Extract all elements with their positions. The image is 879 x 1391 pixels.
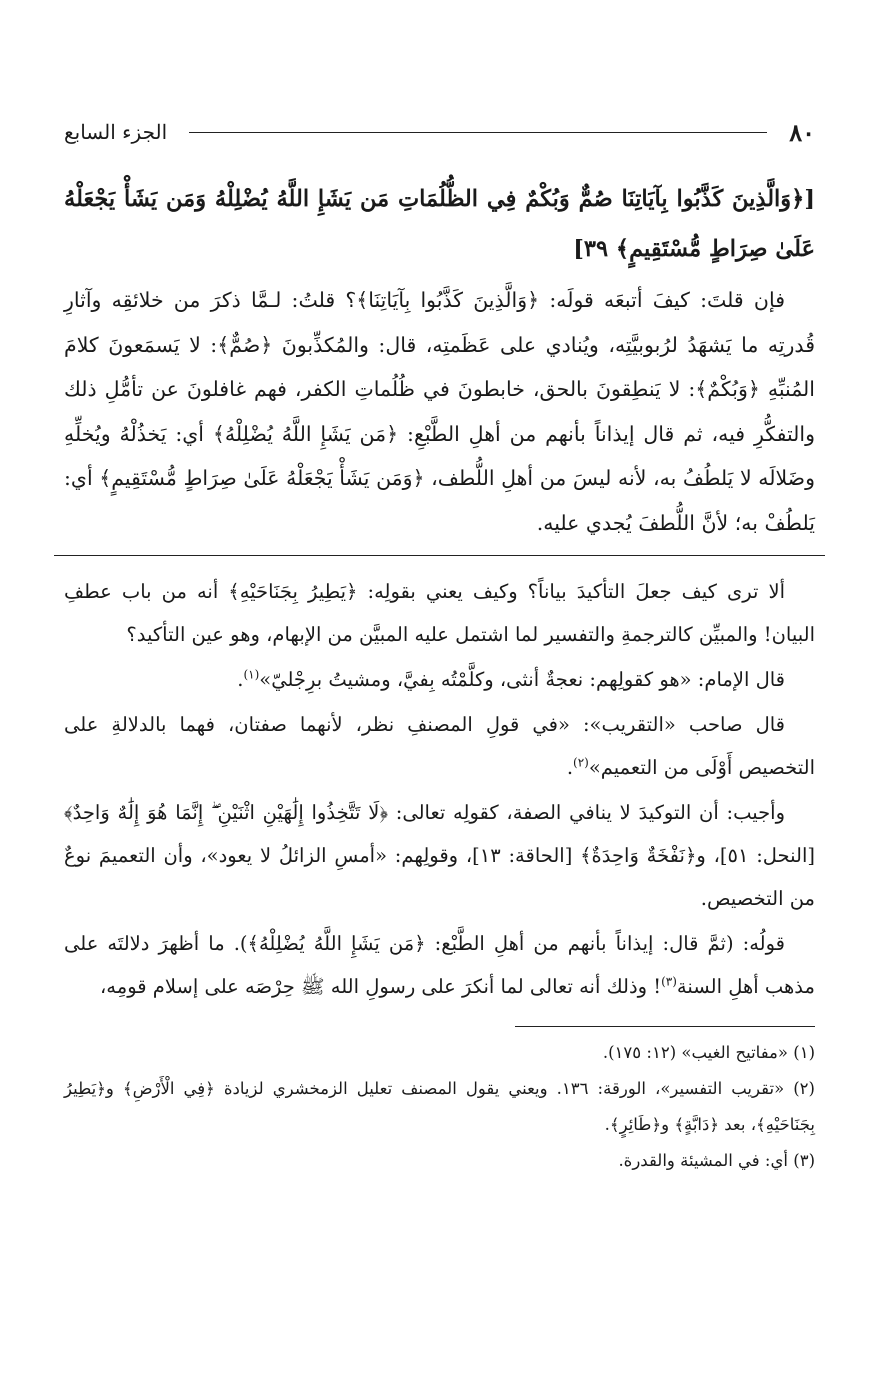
- footnote-ref[interactable]: (٢): [573, 755, 589, 770]
- footnote-item: [64, 1071, 815, 1143]
- quran-verse: [﴿وَالَّذِينَ كَذَّبُوا بِآيَاتِنَا صُمٌّ وَبُكْمٌ فِي الظُّلُمَاتِ مَن يَشَإِ اللَّهُ يُضْلِلْهُ وَمَن يَشَأْ يَجْعَلْهُ عَلَىٰ صِرَاطٍ مُّسْتَقِيمٍ﴾ ٣٩]: [64, 186, 815, 262]
- footnote-marker: (١): [793, 1043, 815, 1062]
- book-page: [64, 112, 815, 1351]
- commentary-paragraph: فإن قلتَ: كيفَ أتبعَه قولَه: ﴿وَالَّذِينَ كَذَّبُوا بِآيَاتِنَا﴾؟ قلتُ: لـمَّا ذكرَ من خلائقِه وآثارِ قُدرتِه ما يَشهَدُ لرُبوبيَّتِه، ويُنادي على عَظَمتِه، قال: والمُكذِّبونَ ﴿صُمٌّ﴾: لا يَسمَعونَ كلامَ المُنبِّهِ ﴿وَبُكْمٌ﴾: لا يَنطِقونَ بالحق، خابطونَ في ظُلُماتِ الكفر، فهم غافلونَ عن تأمُّلِ ذلك والتفكُّرِ فيه، ثم قال إيذاناً بأنهم من أهلِ الطَّبْعِ: ﴿مَن يَشَإِ اللَّهُ يُضْلِلْهُ﴾ أي: يَخذُلْهُ ويُخلِّهِ وضَلالَه لا يَلطُفُ به، لأنه ليسَ من أهلِ اللُّطف، ﴿وَمَن يَشَأْ يَجْعَلْهُ عَلَىٰ صِرَاطٍ مُّسْتَقِيمٍ﴾ أي: يَلطُفْ به؛ لأنَّ اللُّطفَ يُجدي عليه.: [64, 288, 815, 535]
- footnote-text: «مفاتيح الغيب» (١٢: ١٧٥).: [602, 1043, 788, 1062]
- page-number: ٨٠: [789, 117, 815, 147]
- annotation-text-span: وأجيب: أن التوكيدَ لا ينافي الصفة، كقولِه تعالى: ﴿لَا تَتَّخِذُوا إِلَٰهَيْنِ اثْنَيْنِ ۖ إِنَّمَا هُوَ إِلَٰهٌ وَاحِدٌ﴾ [النحل: ٥١]، و﴿نَفْخَةٌ وَاحِدَةٌ﴾ [الحاقة: ١٣]، وقولِهم: «أمسِ الزائلُ لا يعود»، وأن التعميمَ نوعٌ من التخصيص.: [64, 801, 815, 910]
- annotation-text-span: ألا ترى كيف جعلَ التأكيدَ بياناً؟ وكيف يعني بقولِه: ﴿يَطِيرُ بِجَنَاحَيْهِ﴾ أنه من باب عطفِ البيان! والمبيِّن كالترجمةِ والتفسير لما اشتمل عليه المبيَّن من الإبهام، وهو عين التأكيد؟: [64, 580, 815, 646]
- commentary-text: [64, 278, 815, 545]
- footnote-item: [64, 1143, 815, 1179]
- footnote-ref[interactable]: (١): [243, 667, 260, 682]
- annotation-text: [64, 570, 815, 1008]
- annotation-text-span: قولُه: (ثمَّ قال: إيذاناً بأنهم من أهلِ الطَّبْع: ﴿مَن يَشَإِ اللَّهُ يُضْلِلْهُ﴾). ما أظهرَ دلالتَه على مذهب أهلِ السنة: [64, 932, 815, 998]
- annotation-text-span: قال صاحب «التقريب»: «في قولِ المصنفِ نظر، لأنهما صفتان، فهما بالدلالةِ على التخصيص أَوْلَى من التعميم»: [64, 713, 815, 779]
- header-rule: [189, 132, 767, 133]
- annotation-paragraph: [64, 922, 815, 1008]
- footnote-rule: [515, 1026, 815, 1027]
- running-title: الجزء السابع: [64, 120, 168, 144]
- page-header: [64, 112, 815, 152]
- annotation-text-span: قال الإمام: «هو كقولِهم: نعجةٌ أنثى، وكلَّمْتُه بِفيَّ، ومشيتُ برِجْليّ»: [259, 668, 785, 691]
- footnotes: [64, 1035, 815, 1179]
- footnote-text: أي: في المشيئة والقدرة.: [618, 1151, 788, 1170]
- footnote-text: «تقريب التفسير»، الورقة: ١٣٦. ويعني يقول المصنف تعليل الزمخشري لزيادة ﴿فِي الْأَرْضِ﴾ و﴿يَطِيرُ بِجَنَاحَيْهِ﴾، بعد ﴿دَابَّةٍ﴾ و﴿طَائِرٍ﴾.: [64, 1079, 815, 1134]
- footnote-ref[interactable]: (٣): [661, 974, 677, 989]
- footnote-item: [64, 1035, 815, 1071]
- footnote-marker: (٣): [793, 1151, 815, 1170]
- annotation-text-span: ! وذلك أنه تعالى لما أنكرَ على رسولِ الله ﷺ حِرْصَه على إسلام قومِه،: [100, 975, 662, 998]
- footnote-marker: (٢): [793, 1079, 815, 1098]
- annotation-paragraph: قال صاحب «التقريب»: «في قولِ المصنفِ نظر، لأنهما صفتان، فهما بالدلالةِ على التخصيص أَوْلَى من التعميم»$^{(٢)}$.: [64, 713, 815, 779]
- annotation-paragraph: قال الإمام: «هو كقولِهم: نعجةٌ أنثى، وكلَّمْتُه بِفيَّ، ومشيتُ برِجْليّ»$^{(١)}$.: [237, 667, 785, 691]
- section-divider: [54, 555, 825, 556]
- annotation-paragraph: [64, 791, 815, 920]
- annotation-paragraph: [64, 570, 815, 656]
